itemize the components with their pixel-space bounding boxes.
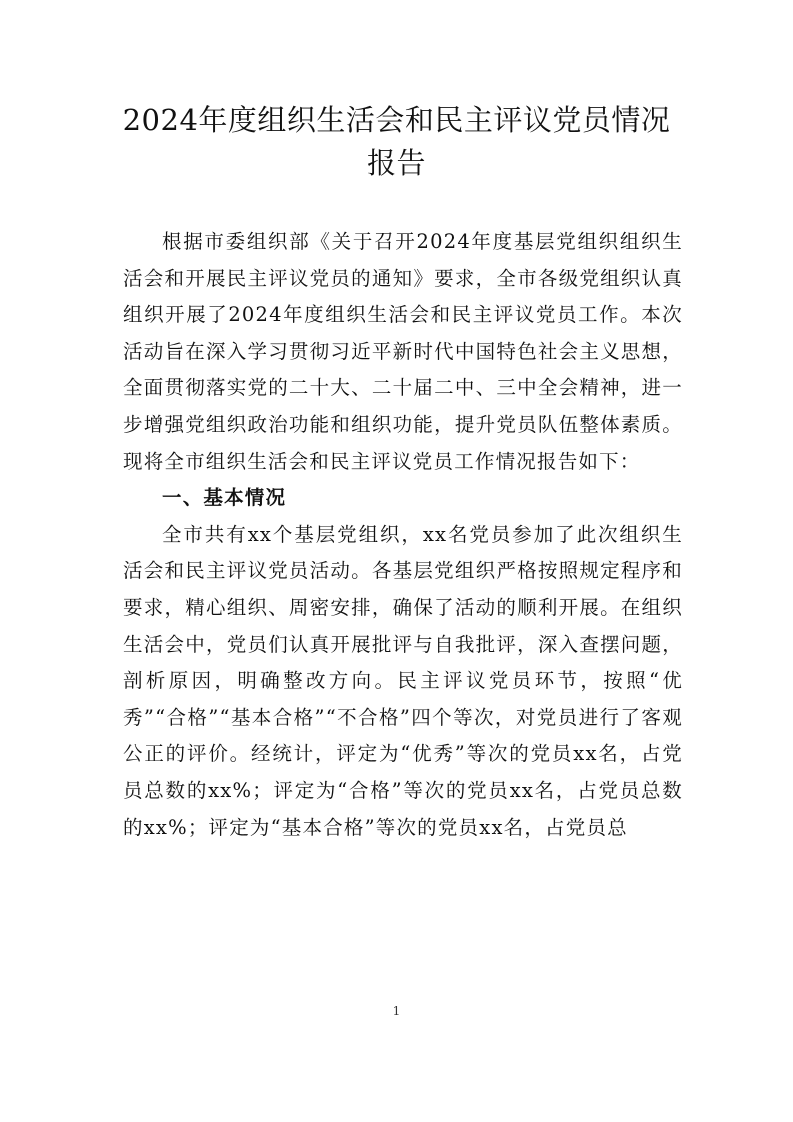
document-title — [100, 99, 693, 185]
document-body — [123, 224, 683, 846]
section-heading-basic-situation: 一、基本情况 — [162, 486, 287, 510]
intro-paragraph: 根据市委组织部《关于召开2024年度基层党组织组织生活会和开展民主评议党员的通知》要求，全市各级党组织认真组织开展了2024年度组织生活会和民主评议党员工作。本次活动旨在深入学习贯彻习近平新时代中国特色社会主义思想，全面贯彻落实党的二十大、二十届二中、三中全会精神，进一步增强党组织政治功能和组织功能，提升党员队伍整体素质。现将全市组织生活会和民主评议党员工作情况报告如下： — [123, 230, 683, 473]
basic-situation-paragraph: 全市共有xx个基层党组织，xx名党员参加了此次组织生活会和民主评议党员活动。各基层党组织严格按照规定程序和要求，精心组织、周密安排，确保了活动的顺利开展。在组织生活会中，党员们认真开展批评与自我批评，深入查摆问题，剖析原因，明确整改方向。民主评议党员环节，按照“优秀”“合格”“基本合格”“不合格”四个等次，对党员进行了客观公正的评价。经统计，评定为“优秀”等次的党员xx名，占党员总数的xx%；评定为“合格”等次的党员xx名，占党员总数的xx%；评定为“基本合格”等次的党员xx名，占党员总 — [123, 522, 683, 839]
document-title-line-2: 报告 — [366, 146, 426, 180]
document-title-line-1: 2024年度组织生活会和民主评议党员情况 — [122, 103, 671, 137]
page-number: 1 — [392, 1004, 401, 1018]
